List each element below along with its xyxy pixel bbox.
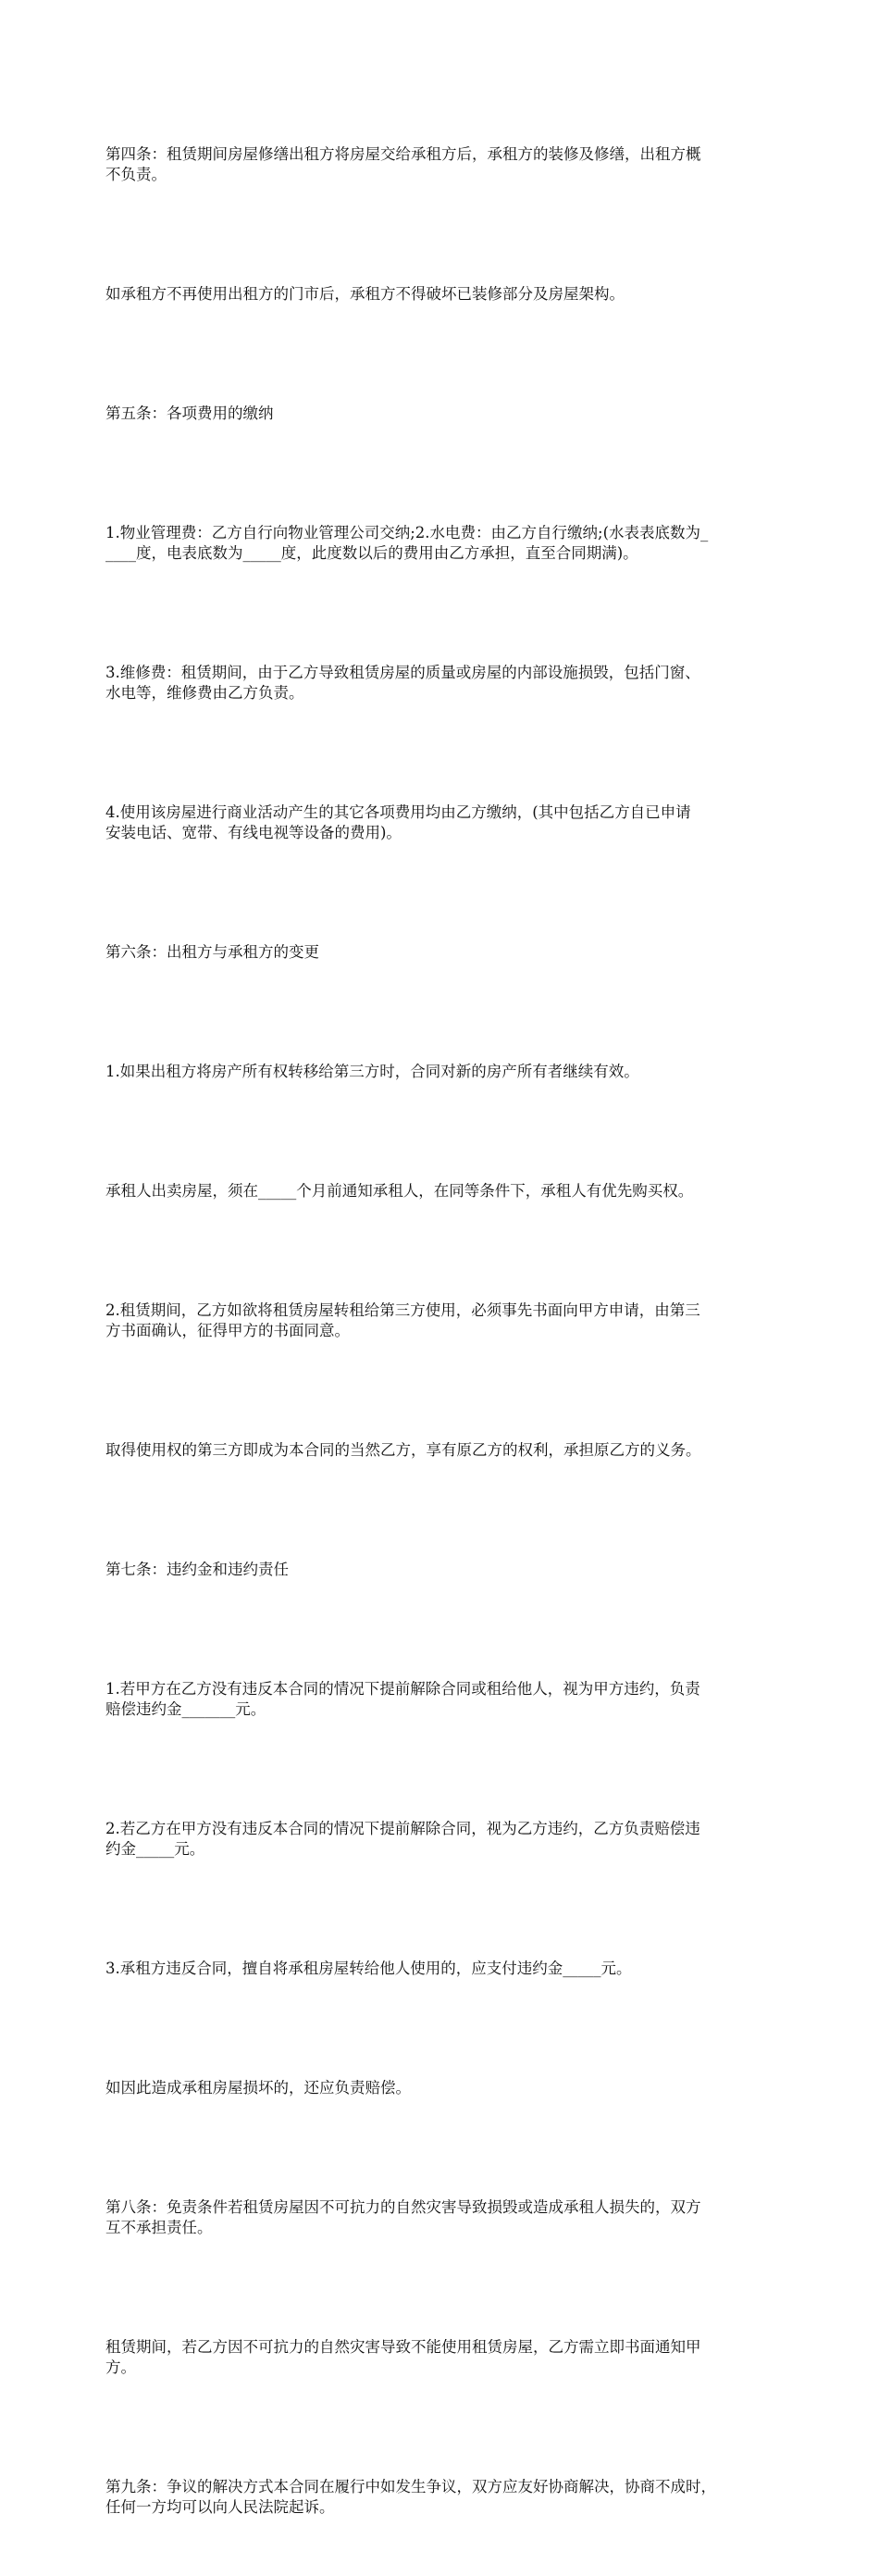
paragraph (105, 622, 781, 744)
text-line: 约金_____元。 (105, 1840, 205, 1858)
text-line: 如因此造成承租房屋损坏的，还应负责赔偿。 (105, 2079, 411, 2097)
text-line: 方。 (105, 2358, 136, 2376)
text-line: 3.维修费：租赁期间，由于乙方导致租赁房屋的质量或房屋的内部设施损毁，包括门窗、 (105, 664, 700, 681)
paragraph-article-4 (105, 104, 781, 226)
paragraph-article-6-heading (105, 902, 781, 1003)
paragraph (105, 1021, 781, 1123)
paragraph (105, 1918, 781, 2020)
paragraph-article-9 (105, 2436, 781, 2558)
text-line: 第六条：出租方与承租方的变更 (105, 943, 319, 961)
text-line: 1.如果出租方将房产所有权转移给第三方时，合同对新的房产所有者继续有效。 (105, 1063, 639, 1080)
paragraph (105, 482, 781, 604)
text-line: 3.承租方违反合同，擅自将承租房屋转给他人使用的，应支付违约金_____元。 (105, 1960, 632, 1977)
text-line: 第七条：违约金和违约责任 (105, 1561, 289, 1578)
text-line: 2.租赁期间，乙方如欲将租赁房屋转租给第三方使用，必须事先书面向甲方申请，由第三 (105, 1301, 700, 1319)
text-line: 2.若乙方在甲方没有违反本合同的情况下提前解除合同，视为乙方违约，乙方负责赔偿违 (105, 1820, 700, 1837)
paragraph (105, 1140, 781, 1242)
text-line: 取得使用权的第三方即成为本合同的当然乙方，享有原乙方的权利，承担原乙方的义务。 (105, 1441, 701, 1459)
paragraph (105, 1778, 781, 1900)
text-line: 任何一方均可以向人民法院起诉。 (105, 2498, 335, 2516)
text-line: 1.物业管理费：乙方自行向物业管理公司交纳;2.水电费：由乙方自行缴纳;(水表表底数为_ (105, 524, 709, 541)
text-line: 不负责。 (105, 166, 167, 183)
text-line: 租赁期间，若乙方因不可抗力的自然灾害导致不能使用租赁房屋，乙方需立即书面通知甲 (105, 2338, 701, 2356)
paragraph-article-7-heading (105, 1519, 781, 1621)
text-line: 安装电话、宽带、有线电视等设备的费用)。 (105, 824, 402, 841)
paragraph (105, 2037, 781, 2139)
paragraph (105, 243, 781, 345)
text-line: 赔偿违约金_______元。 (105, 1700, 266, 1718)
text-line: 1.若甲方在乙方没有违反本合同的情况下提前解除合同或租给他人，视为甲方违约，负责 (105, 1680, 700, 1698)
paragraph (105, 2296, 781, 2419)
paragraph (105, 1400, 781, 1501)
text-line: 第四条：租赁期间房屋修缮出租方将房屋交给承租方后，承租方的装修及修缮，出租方概 (105, 145, 701, 163)
paragraph (105, 762, 781, 884)
text-line: ____度，电表底数为_____度，此度数以后的费用由乙方承担，直至合同期满)。 (105, 544, 638, 562)
text-line: 如承租方不再使用出租方的门市后，承租方不得破坏已装修部分及房屋架构。 (105, 285, 625, 303)
text-line: 承租人出卖房屋，须在_____个月前通知承租人，在同等条件下，承租人有优先购买权。 (105, 1182, 694, 1200)
paragraph-article-8 (105, 2157, 781, 2279)
text-line: 4.使用该房屋进行商业活动产生的其它各项费用均由乙方缴纳，(其中包括乙方自已申请 (105, 803, 691, 821)
paragraph (105, 1260, 781, 1382)
document-body (105, 104, 781, 2576)
text-line: 互不承担责任。 (105, 2219, 213, 2236)
text-line: 方书面确认，征得甲方的书面同意。 (105, 1322, 350, 1339)
paragraph (105, 1638, 781, 1761)
text-line: 第五条：各项费用的缴纳 (105, 404, 274, 422)
text-line: 第八条：免责条件若租赁房屋因不可抗力的自然灾害导致损毁或造成承租人损失的，双方 (105, 2198, 701, 2216)
paragraph-article-5-heading (105, 363, 781, 465)
text-line: 第九条：争议的解决方式本合同在履行中如发生争议，双方应友好协商解决，协商不成时， (105, 2478, 716, 2495)
text-line: 水电等，维修费由乙方负责。 (105, 684, 304, 702)
